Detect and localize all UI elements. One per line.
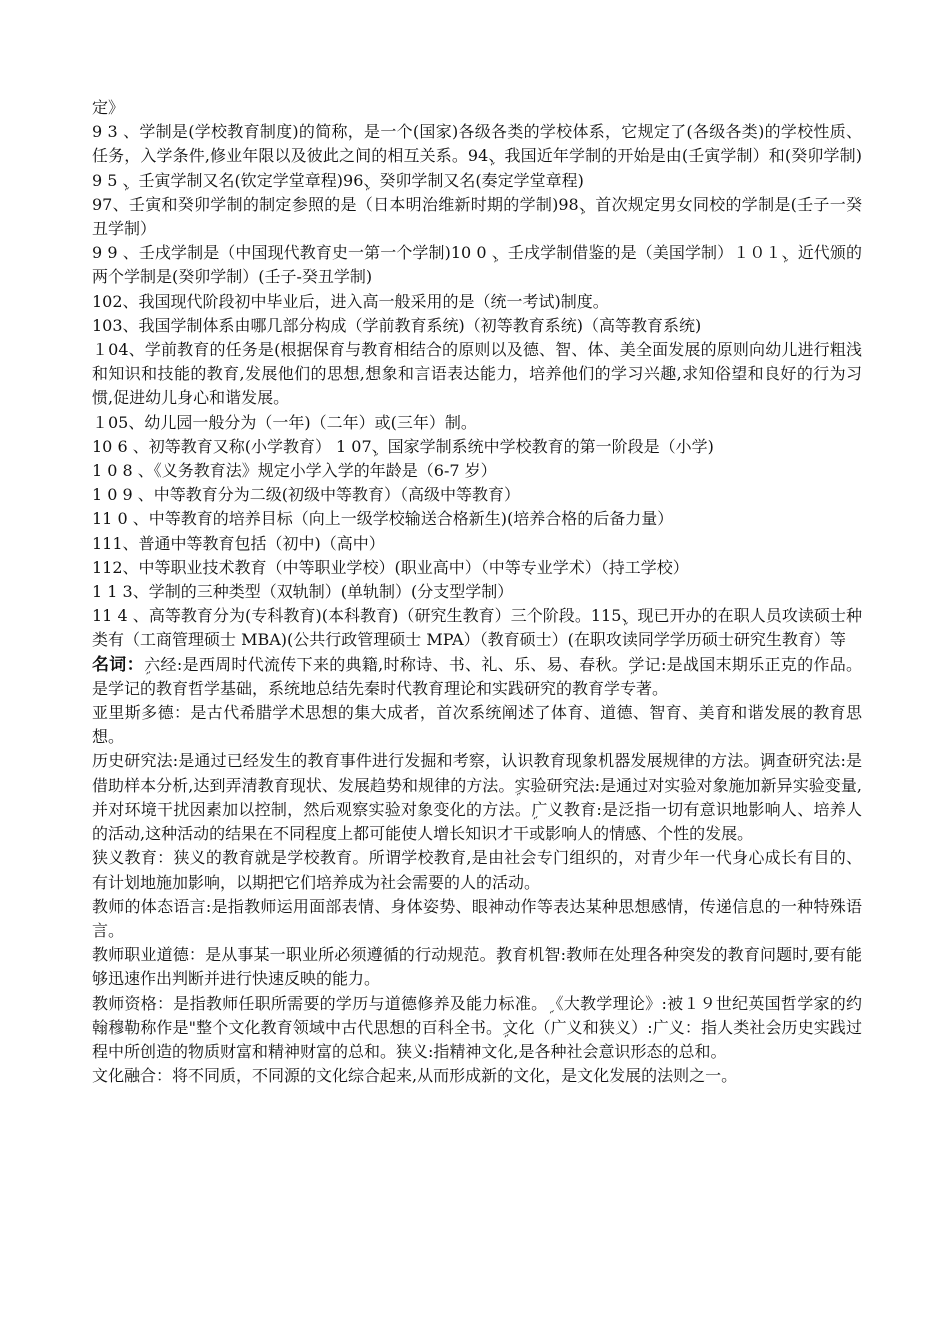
term-paragraph-6: 教师资格：是指教师任职所需要的学历与道德修养及能力标准。ܹ《大教学理论》:被１９世纪英国哲学家的约翰穆勒称作是"整个文化教育领域中古代思想的百科全书。ܹ文化（广义和狭义）:广义：指人类社会历史实践过程中所创造的物质财富和精神财富的总和。狭义:指精神文化,是各种社会意识形态的总和。 <box>92 993 862 1061</box>
paragraph-9: 10 6 、初等教育又称(小学教育） 1 07ܹ、国家学制系统中学校教育的第一阶段是（小学) <box>92 436 714 456</box>
term-paragraph-7: 文化融合：将不同质，不同源的文化综合起来,从而形成新的文化，是文化发展的法则之一。 <box>92 1066 738 1086</box>
terms-section-first <box>92 653 862 701</box>
term-paragraph-4: 教师的体态语言:是指教师运用面部表情、身体姿势、眼神动作等表达某种思想感情，传递信息的一种特殊语言。 <box>92 896 862 940</box>
paragraph-1: 定》 <box>92 98 125 117</box>
paragraph-13: 111、普通中等教育包括（初中)（高中） <box>92 533 385 553</box>
document-page <box>92 96 862 1088</box>
paragraph-7: １04、学前教育的任务是(根据保育与教育相结合的原则以及德、智、体、美全面发展的原则向幼儿进行粗浅和知识和技能的教育,发展他们的思想,想象和言语表达能力，培养他们的学习兴趣,求知俗望和良好的行为习惯,促进幼儿身心和谐发展。 <box>92 340 862 408</box>
term-paragraph-1: 亚里斯多德：是古代希腊学术思想的集大成者，首次系统阐述了体育、道德、智育、美育和谐发展的教育思想。 <box>92 703 862 747</box>
paragraph-2: 9 3 、学制是(学校教育制度)的简称，是一个(国家)各级各类的学校体系，它规定了(各级各类)的学校性质、任务，入学条件,修业年限以及彼此之间的相互关系。94ܹ、我国近年学制的开始是由(壬寅学制）和(癸卯学制)9 5 ܹ、壬寅学制又名(钦定学堂章程)96ܹ、癸卯学制又名(奏定学堂章程) <box>92 122 862 190</box>
paragraph-10: 1 0 8 、《义务教育法》规定小学入学的年龄是（6-7 岁） <box>92 461 497 481</box>
terms-heading: 名词： <box>92 654 144 675</box>
terms-first-text: ܹ六经:是西周时代流传下来的典籍,时称诗、书、礼、乐、易、春秋。ܹ学记:是战国末期乐正克的作品。是学记的教育哲学基础，系统地总结先秦时代教育理论和实践研究的教育学专著。 <box>92 654 863 698</box>
paragraph-15: 1 1 3、学制的三种类型（双轨制）(单轨制）(分支型学制） <box>92 582 514 602</box>
paragraph-3: 97、壬寅和癸卯学制的制定参照的是（日本明治维新时期的学制)98ܹ、首次规定男女同校的学制是(壬子一癸丑学制） <box>92 194 862 239</box>
paragraph-6: 103、我国学制体系由哪几部分构成（学前教育系统)（初等教育系统)（高等教育系统) <box>92 315 702 335</box>
paragraph-4: 9 9 、壬戌学制是（中国现代教育史一第一个学制)10 0 ܹ、壬戌学制借鉴的是（美国学制）１０１ܹ、近代颁的两个学制是(癸卯学制）(壬子-癸丑学制) <box>92 243 862 287</box>
term-paragraph-3: 狭义教育：狭义的教育就是学校教育。所谓学校教育,是由社会专门组织的，对青少年一代身心成长有目的、有计划地施加影响，以期把它们培养成为社会需要的人的活动。 <box>92 848 862 892</box>
paragraph-5: 102、我国现代阶段初中毕业后，进入高一般采用的是（统一考试)制度。 <box>92 291 609 311</box>
term-paragraph-5: 教师职业道德：是从事某一职业所必须遵循的行动规范。ܹ教育机智:教师在处理各种突发的教育问题时,要有能够迅速作出判断并进行快速反映的能力。 <box>92 945 862 989</box>
term-paragraph-2: 历史研究法:是通过已经发生的教育事件进行发掘和考察，认识教育现象机器发展规律的方法。ܹ调查研究法:是借助样本分析,达到弄清教育现状、发展趋势和规律的方法。ܹ实验研究法:是通过对实验对象施加新异实验变量,并对环境干扰因素加以控制，然后观察实验对象变化的方法。ܹ广义教育:是泛指一切有意识地影响人、培养人的活动,这种活动的结果在不同程度上都可能使人增长知识才干或影响人的情感、个性的发展。 <box>92 751 862 844</box>
paragraph-14: 112、中等职业技术教育（中等职业学校）(职业高中）（中等专业学术）（持工学校） <box>92 557 689 577</box>
paragraph-16: 11 4 、高等教育分为(专科教育)(本科教育)（研究生教育）三个阶段。115ܹ、现已开办的在职人员攻读硕士种类有（工商管理硕士 MBA)(公共行政管理硕士 MPA）（教育硕士）(在职攻读同学学历硕士研究生教育）等 <box>92 606 862 650</box>
paragraph-12: 11 0 、中等教育的培养目标（向上一级学校输送合格新生)(培养合格的后备力量） <box>92 509 674 529</box>
paragraph-8: １05、幼儿园一般分为（一年)（二年）或(三年）制。 <box>92 412 477 432</box>
paragraph-11: 1 0 9 、中等教育分为二级(初级中等教育）（高级中等教育） <box>92 485 521 505</box>
